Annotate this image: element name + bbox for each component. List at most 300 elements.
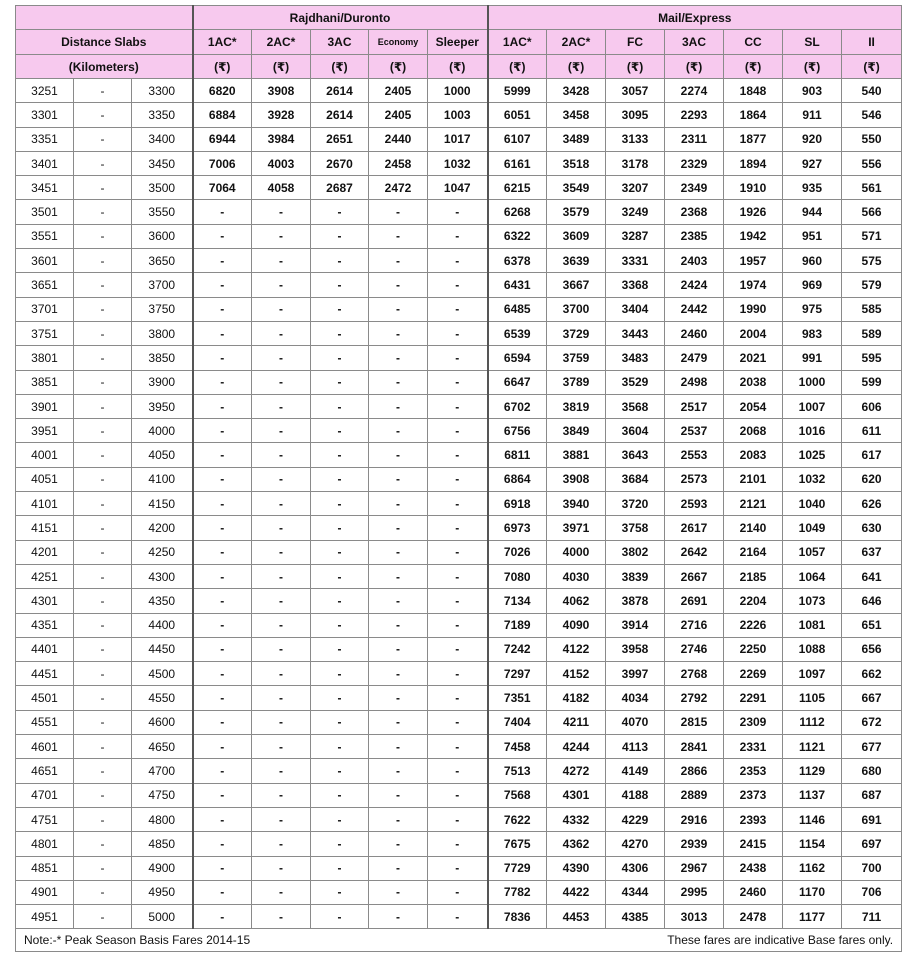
mail-fare-cell: 3971 <box>547 516 606 540</box>
rajdhani-fare-cell: 7006 <box>193 151 252 175</box>
mail-fare-cell: 951 <box>783 224 842 248</box>
mail-fare-cell: 617 <box>842 443 902 467</box>
mail-fare-cell: 1000 <box>783 370 842 394</box>
mail-fare-cell: 1112 <box>783 710 842 734</box>
distance-separator-cell: - <box>74 540 132 564</box>
distance-separator-cell: - <box>74 832 132 856</box>
mail-fare-cell: 672 <box>842 710 902 734</box>
rajdhani-fare-cell: 2614 <box>311 79 369 103</box>
mail-fare-cell: 3095 <box>606 103 665 127</box>
rajdhani-fare-cell: - <box>428 370 488 394</box>
mail-fare-cell: 3720 <box>606 492 665 516</box>
mail-fare-cell: 3684 <box>606 467 665 491</box>
mail-fare-cell: 1848 <box>724 79 783 103</box>
mail-fare-cell: 1974 <box>724 273 783 297</box>
rajdhani-fare-cell: - <box>311 200 369 224</box>
mail-fare-cell: 7404 <box>488 710 547 734</box>
mail-fare-cell: 7622 <box>488 807 547 831</box>
distance-separator-cell: - <box>74 249 132 273</box>
rajdhani-fare-cell: - <box>369 443 428 467</box>
mail-fare-cell: 2939 <box>665 832 724 856</box>
distance-separator-cell: - <box>74 103 132 127</box>
mail-fare-cell: 1177 <box>783 905 842 929</box>
rajdhani-fare-cell: - <box>193 662 252 686</box>
peak-season-note: Note:-* Peak Season Basis Fares 2014-15 <box>24 933 251 948</box>
table-row <box>16 832 902 856</box>
distance-to-cell: 4700 <box>132 759 193 783</box>
rajdhani-fare-cell: - <box>193 249 252 273</box>
mail-fare-cell: 2916 <box>665 807 724 831</box>
mail-fare-cell: 4272 <box>547 759 606 783</box>
distance-separator-cell: - <box>74 613 132 637</box>
mail-fare-cell: 927 <box>783 151 842 175</box>
rajdhani-fare-cell: - <box>193 370 252 394</box>
mail-fare-cell: 4229 <box>606 807 665 831</box>
distance-to-cell: 3800 <box>132 321 193 345</box>
rajdhani-fare-cell: - <box>193 686 252 710</box>
rajdhani-fare-cell: - <box>311 224 369 248</box>
rajdhani-fare-cell: - <box>252 637 311 661</box>
mail-fare-cell: 2393 <box>724 807 783 831</box>
mail-fare-cell: 2593 <box>665 492 724 516</box>
mail-fare-cell: 2866 <box>665 759 724 783</box>
distance-separator-cell: - <box>74 856 132 880</box>
class-header: SL <box>783 30 842 55</box>
distance-from-cell: 4651 <box>16 759 74 783</box>
rajdhani-fare-cell: - <box>252 540 311 564</box>
mail-fare-cell: 2716 <box>665 613 724 637</box>
rajdhani-fare-cell: - <box>428 662 488 686</box>
currency-cell: (₹) <box>428 55 488 79</box>
rajdhani-fare-cell: - <box>311 613 369 637</box>
mail-fare-cell: 3013 <box>665 905 724 929</box>
distance-separator-cell: - <box>74 297 132 321</box>
mail-fare-cell: 3458 <box>547 103 606 127</box>
mail-fare-cell: 3729 <box>547 321 606 345</box>
rajdhani-fare-cell: - <box>369 321 428 345</box>
rajdhani-fare-cell: - <box>311 419 369 443</box>
rajdhani-fare-cell: - <box>311 249 369 273</box>
distance-from-cell: 4151 <box>16 516 74 540</box>
mail-fare-cell: 6647 <box>488 370 547 394</box>
mail-fare-cell: 3881 <box>547 443 606 467</box>
mail-fare-cell: 1088 <box>783 637 842 661</box>
distance-to-cell: 4350 <box>132 589 193 613</box>
mail-fare-cell: 697 <box>842 832 902 856</box>
rajdhani-fare-cell: - <box>428 856 488 880</box>
rajdhani-fare-cell: - <box>369 492 428 516</box>
mail-fare-cell: 4122 <box>547 637 606 661</box>
rajdhani-fare-cell: - <box>252 662 311 686</box>
mail-fare-cell: 595 <box>842 346 902 370</box>
table-row <box>16 662 902 686</box>
mail-fare-cell: 2293 <box>665 103 724 127</box>
table-row <box>16 710 902 734</box>
rajdhani-fare-cell: 4003 <box>252 151 311 175</box>
rajdhani-fare-cell: 3908 <box>252 79 311 103</box>
rajdhani-fare-cell: - <box>252 905 311 929</box>
mail-fare-cell: 546 <box>842 103 902 127</box>
class-header: 1AC* <box>193 30 252 55</box>
mail-fare-cell: 3667 <box>547 273 606 297</box>
class-header: II <box>842 30 902 55</box>
header-row-classes <box>16 30 902 55</box>
mail-fare-cell: 6918 <box>488 492 547 516</box>
mail-fare-cell: 3489 <box>547 127 606 151</box>
mail-fare-cell: 1154 <box>783 832 842 856</box>
mail-fare-cell: 3609 <box>547 224 606 248</box>
mail-fare-cell: 4030 <box>547 564 606 588</box>
rajdhani-fare-cell: - <box>428 686 488 710</box>
rajdhani-fare-cell: - <box>369 759 428 783</box>
note-cell <box>16 929 902 952</box>
rajdhani-fare-cell: - <box>311 273 369 297</box>
rajdhani-fare-cell: - <box>193 492 252 516</box>
mail-fare-cell: 589 <box>842 321 902 345</box>
mail-fare-cell: 960 <box>783 249 842 273</box>
class-header: Sleeper <box>428 30 488 55</box>
mail-fare-cell: 935 <box>783 176 842 200</box>
rajdhani-fare-cell: - <box>252 710 311 734</box>
rajdhani-fare-cell: - <box>428 783 488 807</box>
table-row <box>16 467 902 491</box>
distance-separator-cell: - <box>74 321 132 345</box>
mail-fare-cell: 2311 <box>665 127 724 151</box>
mail-fare-cell: 637 <box>842 540 902 564</box>
distance-to-cell: 4100 <box>132 467 193 491</box>
table-row <box>16 564 902 588</box>
distance-to-cell: 3950 <box>132 394 193 418</box>
mail-fare-cell: 1105 <box>783 686 842 710</box>
mail-fare-cell: 1007 <box>783 394 842 418</box>
header-blank-cell <box>16 6 193 30</box>
mail-fare-cell: 1121 <box>783 735 842 759</box>
distance-from-cell: 3901 <box>16 394 74 418</box>
distance-from-cell: 4751 <box>16 807 74 831</box>
mail-fare-cell: 3643 <box>606 443 665 467</box>
mail-fare-cell: 3878 <box>606 589 665 613</box>
mail-fare-cell: 3331 <box>606 249 665 273</box>
distance-to-cell: 5000 <box>132 905 193 929</box>
mail-fare-cell: 691 <box>842 807 902 831</box>
mail-fare-cell: 2498 <box>665 370 724 394</box>
table-row <box>16 735 902 759</box>
distance-separator-cell: - <box>74 807 132 831</box>
mail-fare-cell: 2403 <box>665 249 724 273</box>
distance-separator-cell: - <box>74 151 132 175</box>
rajdhani-fare-cell: - <box>193 273 252 297</box>
distance-to-cell: 4300 <box>132 564 193 588</box>
table-row <box>16 321 902 345</box>
distance-from-cell: 4901 <box>16 880 74 904</box>
rajdhani-fare-cell: - <box>369 686 428 710</box>
mail-fare-cell: 3404 <box>606 297 665 321</box>
rajdhani-fare-cell: - <box>428 346 488 370</box>
distance-to-cell: 3350 <box>132 103 193 127</box>
mail-fare-cell: 3802 <box>606 540 665 564</box>
distance-to-cell: 3550 <box>132 200 193 224</box>
distance-to-cell: 4050 <box>132 443 193 467</box>
distance-from-cell: 4851 <box>16 856 74 880</box>
rajdhani-fare-cell: - <box>311 832 369 856</box>
currency-cell: (₹) <box>606 55 665 79</box>
mail-fare-cell: 4422 <box>547 880 606 904</box>
distance-from-cell: 4351 <box>16 613 74 637</box>
mail-fare-cell: 2967 <box>665 856 724 880</box>
rajdhani-fare-cell: 1000 <box>428 79 488 103</box>
distance-separator-cell: - <box>74 370 132 394</box>
rajdhani-fare-cell: - <box>428 637 488 661</box>
distance-to-cell: 4950 <box>132 880 193 904</box>
rajdhani-fare-cell: - <box>252 492 311 516</box>
table-row <box>16 394 902 418</box>
rajdhani-fare-cell: - <box>193 637 252 661</box>
mail-fare-cell: 571 <box>842 224 902 248</box>
rajdhani-fare-cell: - <box>428 394 488 418</box>
mail-fare-cell: 2353 <box>724 759 783 783</box>
distance-separator-cell: - <box>74 176 132 200</box>
rajdhani-fare-cell: - <box>252 589 311 613</box>
rajdhani-fare-cell: - <box>369 905 428 929</box>
mail-fare-cell: 3914 <box>606 613 665 637</box>
distance-from-cell: 4701 <box>16 783 74 807</box>
rajdhani-fare-cell: - <box>311 467 369 491</box>
mail-fare-cell: 7568 <box>488 783 547 807</box>
rajdhani-fare-cell: - <box>193 759 252 783</box>
mail-fare-cell: 4390 <box>547 856 606 880</box>
mail-fare-cell: 4211 <box>547 710 606 734</box>
mail-fare-cell: 6485 <box>488 297 547 321</box>
rajdhani-fare-cell: 6944 <box>193 127 252 151</box>
rajdhani-fare-cell: - <box>369 540 428 564</box>
fare-table <box>15 5 902 952</box>
mail-fare-cell: 611 <box>842 419 902 443</box>
mail-fare-cell: 4332 <box>547 807 606 831</box>
mail-fare-cell: 1097 <box>783 662 842 686</box>
distance-from-cell: 3351 <box>16 127 74 151</box>
rajdhani-fare-cell: 2651 <box>311 127 369 151</box>
mail-fare-cell: 2768 <box>665 662 724 686</box>
currency-cell: (₹) <box>193 55 252 79</box>
table-row <box>16 516 902 540</box>
rajdhani-fare-cell: - <box>252 224 311 248</box>
mail-fare-cell: 3759 <box>547 346 606 370</box>
rajdhani-fare-cell: - <box>369 613 428 637</box>
mail-fare-cell: 656 <box>842 637 902 661</box>
rajdhani-fare-cell: - <box>311 589 369 613</box>
rajdhani-fare-cell: - <box>252 249 311 273</box>
rajdhani-fare-cell: - <box>311 662 369 686</box>
currency-cell: (₹) <box>665 55 724 79</box>
mail-fare-cell: 700 <box>842 856 902 880</box>
rajdhani-fare-cell: - <box>252 200 311 224</box>
mail-fare-cell: 1894 <box>724 151 783 175</box>
rajdhani-fare-cell: - <box>369 370 428 394</box>
mail-fare-cell: 6107 <box>488 127 547 151</box>
table-row <box>16 370 902 394</box>
mail-fare-cell: 6215 <box>488 176 547 200</box>
rajdhani-fare-cell: - <box>252 346 311 370</box>
mail-fare-cell: 2642 <box>665 540 724 564</box>
rajdhani-fare-cell: - <box>428 735 488 759</box>
class-header: 2AC* <box>547 30 606 55</box>
distance-from-cell: 4801 <box>16 832 74 856</box>
rajdhani-fare-cell: - <box>311 297 369 321</box>
mail-fare-cell: 2460 <box>724 880 783 904</box>
rajdhani-fare-cell: - <box>369 710 428 734</box>
currency-cell: (₹) <box>842 55 902 79</box>
currency-cell: (₹) <box>311 55 369 79</box>
table-row <box>16 176 902 200</box>
mail-fare-cell: 2331 <box>724 735 783 759</box>
mail-fare-cell: 2101 <box>724 467 783 491</box>
mail-fare-cell: 3700 <box>547 297 606 321</box>
rajdhani-fare-cell: - <box>428 905 488 929</box>
mail-fare-cell: 585 <box>842 297 902 321</box>
mail-fare-cell: 1990 <box>724 297 783 321</box>
rajdhani-fare-cell: - <box>252 613 311 637</box>
mail-fare-cell: 1926 <box>724 200 783 224</box>
mail-fare-cell: 1064 <box>783 564 842 588</box>
mail-fare-cell: 903 <box>783 79 842 103</box>
mail-fare-cell: 1877 <box>724 127 783 151</box>
rajdhani-fare-cell: - <box>428 273 488 297</box>
rajdhani-fare-cell: - <box>369 224 428 248</box>
mail-fare-cell: 2226 <box>724 613 783 637</box>
mail-fare-cell: 3789 <box>547 370 606 394</box>
mail-fare-cell: 1081 <box>783 613 842 637</box>
rajdhani-fare-cell: - <box>428 880 488 904</box>
rajdhani-fare-cell: - <box>369 735 428 759</box>
rajdhani-fare-cell: - <box>311 783 369 807</box>
table-row <box>16 783 902 807</box>
table-row <box>16 637 902 661</box>
table-row <box>16 249 902 273</box>
rajdhani-fare-cell: - <box>311 905 369 929</box>
distance-from-cell: 3551 <box>16 224 74 248</box>
class-header: 3AC <box>311 30 369 55</box>
distance-from-cell: 3251 <box>16 79 74 103</box>
distance-separator-cell: - <box>74 686 132 710</box>
rajdhani-fare-cell: - <box>428 224 488 248</box>
mail-fare-cell: 662 <box>842 662 902 686</box>
rajdhani-fare-cell: - <box>428 467 488 491</box>
mail-fare-cell: 2995 <box>665 880 724 904</box>
mail-fare-cell: 4188 <box>606 783 665 807</box>
mail-fare-cell: 6973 <box>488 516 547 540</box>
rajdhani-fare-cell: - <box>252 297 311 321</box>
mail-fare-cell: 630 <box>842 516 902 540</box>
mail-fare-cell: 626 <box>842 492 902 516</box>
distance-from-cell: 4051 <box>16 467 74 491</box>
distance-from-cell: 4201 <box>16 540 74 564</box>
rajdhani-fare-cell: - <box>369 564 428 588</box>
rajdhani-fare-cell: - <box>369 346 428 370</box>
rajdhani-fare-cell: - <box>193 613 252 637</box>
table-row <box>16 346 902 370</box>
mail-fare-cell: 2121 <box>724 492 783 516</box>
rajdhani-fare-cell: - <box>428 589 488 613</box>
mail-fare-cell: 575 <box>842 249 902 273</box>
mail-fare-cell: 1073 <box>783 589 842 613</box>
rajdhani-fare-cell: - <box>252 443 311 467</box>
mail-fare-cell: 4385 <box>606 905 665 929</box>
distance-separator-cell: - <box>74 467 132 491</box>
rajdhani-fare-cell: - <box>369 832 428 856</box>
mail-fare-cell: 3579 <box>547 200 606 224</box>
mail-fare-cell: 7080 <box>488 564 547 588</box>
mail-fare-cell: 3568 <box>606 394 665 418</box>
mail-fare-cell: 975 <box>783 297 842 321</box>
mail-fare-cell: 4090 <box>547 613 606 637</box>
rajdhani-fare-cell: - <box>252 321 311 345</box>
rajdhani-fare-cell: - <box>428 832 488 856</box>
distance-to-cell: 3450 <box>132 151 193 175</box>
mail-fare-cell: 2617 <box>665 516 724 540</box>
header-row-units <box>16 55 902 79</box>
rajdhani-fare-cell: - <box>369 807 428 831</box>
distance-to-cell: 4600 <box>132 710 193 734</box>
mail-fare-cell: 4113 <box>606 735 665 759</box>
rajdhani-fare-cell: - <box>428 492 488 516</box>
mail-fare-cell: 2021 <box>724 346 783 370</box>
distance-to-cell: 4900 <box>132 856 193 880</box>
table-row <box>16 103 902 127</box>
mail-fare-cell: 6702 <box>488 394 547 418</box>
rajdhani-fare-cell: - <box>193 297 252 321</box>
mail-fare-cell: 2309 <box>724 710 783 734</box>
mail-fare-cell: 7513 <box>488 759 547 783</box>
mail-fare-cell: 3249 <box>606 200 665 224</box>
distance-separator-cell: - <box>74 346 132 370</box>
distance-to-cell: 3650 <box>132 249 193 273</box>
mail-fare-cell: 7675 <box>488 832 547 856</box>
mail-fare-cell: 6322 <box>488 224 547 248</box>
mail-fare-cell: 2204 <box>724 589 783 613</box>
mail-fare-cell: 1942 <box>724 224 783 248</box>
rajdhani-fare-cell: - <box>252 735 311 759</box>
table-row <box>16 127 902 151</box>
currency-cell: (₹) <box>547 55 606 79</box>
rajdhani-fare-cell: 1003 <box>428 103 488 127</box>
distance-separator-cell: - <box>74 905 132 929</box>
mail-fare-cell: 983 <box>783 321 842 345</box>
mail-fare-cell: 4344 <box>606 880 665 904</box>
rajdhani-fare-cell: - <box>369 394 428 418</box>
indicative-fares-note: These fares are indicative Base fares only. <box>667 933 894 948</box>
mail-fare-cell: 1957 <box>724 249 783 273</box>
rajdhani-fare-cell: - <box>252 394 311 418</box>
distance-separator-cell: - <box>74 637 132 661</box>
distance-separator-cell: - <box>74 492 132 516</box>
mail-fare-cell: 2691 <box>665 589 724 613</box>
rajdhani-fare-cell: - <box>252 832 311 856</box>
distance-from-cell: 3851 <box>16 370 74 394</box>
class-header: 2AC* <box>252 30 311 55</box>
table-row <box>16 443 902 467</box>
distance-from-cell: 3651 <box>16 273 74 297</box>
mail-fare-cell: 3908 <box>547 467 606 491</box>
distance-from-cell: 4601 <box>16 735 74 759</box>
mail-fare-cell: 4182 <box>547 686 606 710</box>
mail-fare-cell: 1137 <box>783 783 842 807</box>
mail-fare-cell: 2329 <box>665 151 724 175</box>
rajdhani-fare-cell: 3928 <box>252 103 311 127</box>
mail-fare-cell: 2478 <box>724 905 783 929</box>
distance-to-cell: 4850 <box>132 832 193 856</box>
mail-fare-cell: 3057 <box>606 79 665 103</box>
currency-cell: (₹) <box>724 55 783 79</box>
